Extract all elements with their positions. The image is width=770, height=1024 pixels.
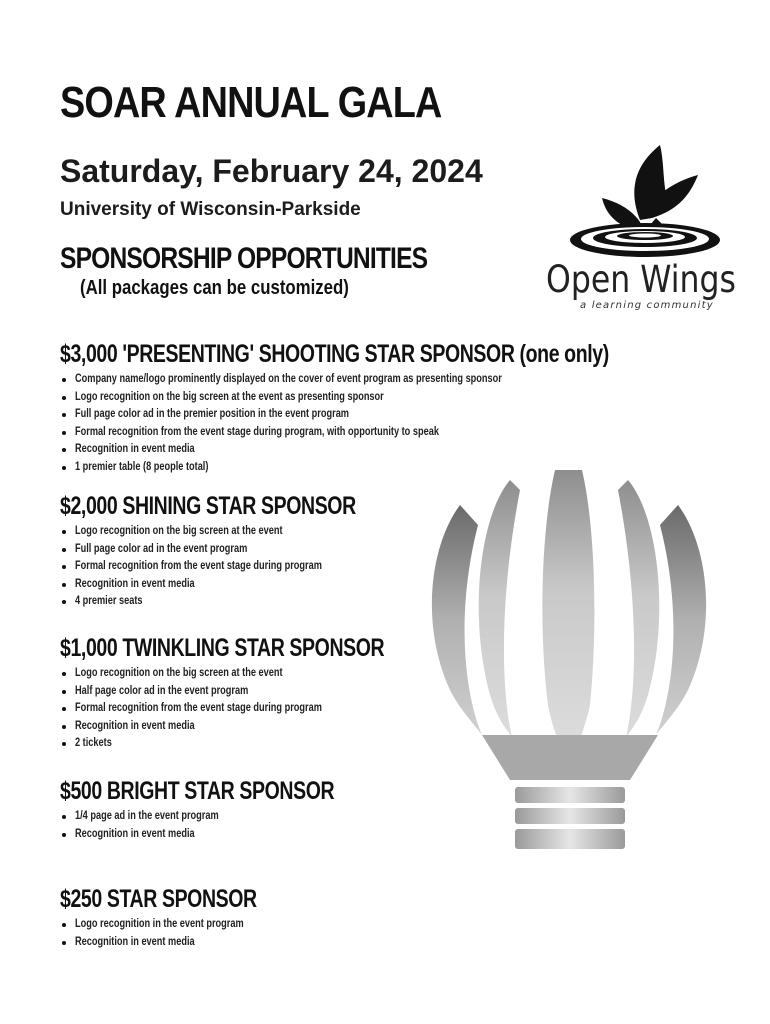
page-title: SOAR ANNUAL GALA (60, 78, 442, 127)
logo-name: Open Wings (546, 258, 736, 301)
benefit-text: Formal recognition from the event stage during program, with opportunity to speak (75, 425, 439, 438)
benefit-text: Formal recognition from the event stage during program (75, 560, 322, 572)
benefits-list (60, 808, 620, 843)
tier-title: $250 STAR SPONSOR (60, 885, 257, 913)
tier-title: $500 BRIGHT STAR SPONSOR (60, 777, 335, 805)
tier-title: $3,000 'PRESENTING' SHOOTING STAR SPONSOR (one only) (60, 340, 609, 368)
butterfly-ripple-icon (570, 145, 720, 257)
benefit-text: 2 tickets (75, 737, 112, 749)
sponsorship-heading: SPONSORSHIP OPPORTUNITIES (60, 242, 428, 275)
list-item (60, 683, 620, 701)
benefit-text: Recognition in event media (75, 719, 195, 732)
list-item (60, 593, 620, 611)
list-item (60, 371, 620, 389)
list-item (60, 576, 620, 594)
benefit-text: 4 premier seats (75, 595, 143, 607)
benefits-list (60, 523, 620, 611)
list-item (60, 916, 620, 934)
benefit-text: Full page color ad in the event program (75, 542, 248, 555)
list-item (60, 459, 620, 477)
bullet-icon (62, 378, 66, 382)
bullet-icon (62, 707, 66, 711)
bullet-icon (62, 431, 66, 435)
tier-twinkling-star (60, 633, 620, 753)
event-date: Saturday, February 24, 2024 (60, 153, 483, 189)
tier-title: $1,000 TWINKLING STAR SPONSOR (60, 634, 385, 662)
list-item (60, 826, 620, 844)
logo-tagline: a learning community (580, 300, 714, 311)
list-item (60, 424, 620, 442)
bullet-icon (62, 530, 66, 534)
benefit-text: Logo recognition on the big screen at the event (75, 667, 283, 679)
bullet-icon (62, 672, 66, 676)
benefit-text: Half page color ad in the event program (75, 684, 249, 697)
list-item (60, 934, 620, 952)
bullet-icon (62, 396, 66, 400)
tier-title: $2,000 SHINING STAR SPONSOR (60, 492, 356, 520)
benefit-text: 1 premier table (8 people total) (75, 460, 209, 473)
bullet-icon (62, 725, 66, 729)
list-item (60, 441, 620, 459)
bullet-icon (62, 583, 66, 587)
customize-note: (All packages can be customized) (80, 277, 349, 299)
list-item (60, 389, 620, 407)
tier-shooting-star (60, 339, 620, 476)
benefit-text: Recognition in event media (75, 443, 195, 455)
bullet-icon (62, 466, 66, 470)
bullet-icon (62, 941, 66, 945)
benefit-text: Formal recognition from the event stage during program (75, 702, 322, 714)
benefit-text: Recognition in event media (75, 935, 195, 948)
bullet-icon (62, 742, 66, 746)
bullet-icon (62, 565, 66, 569)
bullet-icon (62, 815, 66, 819)
list-item (60, 541, 620, 559)
benefits-list (60, 665, 620, 753)
benefit-text: 1/4 page ad in the event program (75, 810, 219, 822)
list-item (60, 523, 620, 541)
bullet-icon (62, 923, 66, 927)
tier-shining-star (60, 491, 620, 611)
benefit-text: Logo recognition on the big screen at the event (75, 525, 283, 537)
bullet-icon (62, 690, 66, 694)
list-item (60, 808, 620, 826)
list-item (60, 718, 620, 736)
benefit-text: Recognition in event media (75, 577, 195, 590)
bullet-icon (62, 548, 66, 552)
event-venue: University of Wisconsin-Parkside (60, 199, 361, 220)
list-item (60, 700, 620, 718)
list-item (60, 665, 620, 683)
bullet-icon (62, 413, 66, 417)
bullet-icon (62, 600, 66, 604)
bullet-icon (62, 448, 66, 452)
list-item (60, 735, 620, 753)
benefit-text: Logo recognition on the big screen at the event as presenting sponsor (75, 390, 384, 403)
tier-star (60, 884, 620, 951)
benefit-text: Full page color ad in the premier position in the event program (75, 408, 349, 420)
benefit-text: Recognition in event media (75, 827, 195, 840)
tier-bright-star (60, 776, 620, 843)
benefits-list (60, 916, 620, 951)
benefit-text: Logo recognition in the event program (75, 918, 244, 930)
bullet-icon (62, 833, 66, 837)
list-item (60, 406, 620, 424)
benefit-text: Company name/logo prominently displayed on the cover of event program as presenting sponsor (75, 373, 502, 385)
open-wings-logo (540, 140, 750, 315)
benefits-list (60, 371, 620, 476)
list-item (60, 558, 620, 576)
